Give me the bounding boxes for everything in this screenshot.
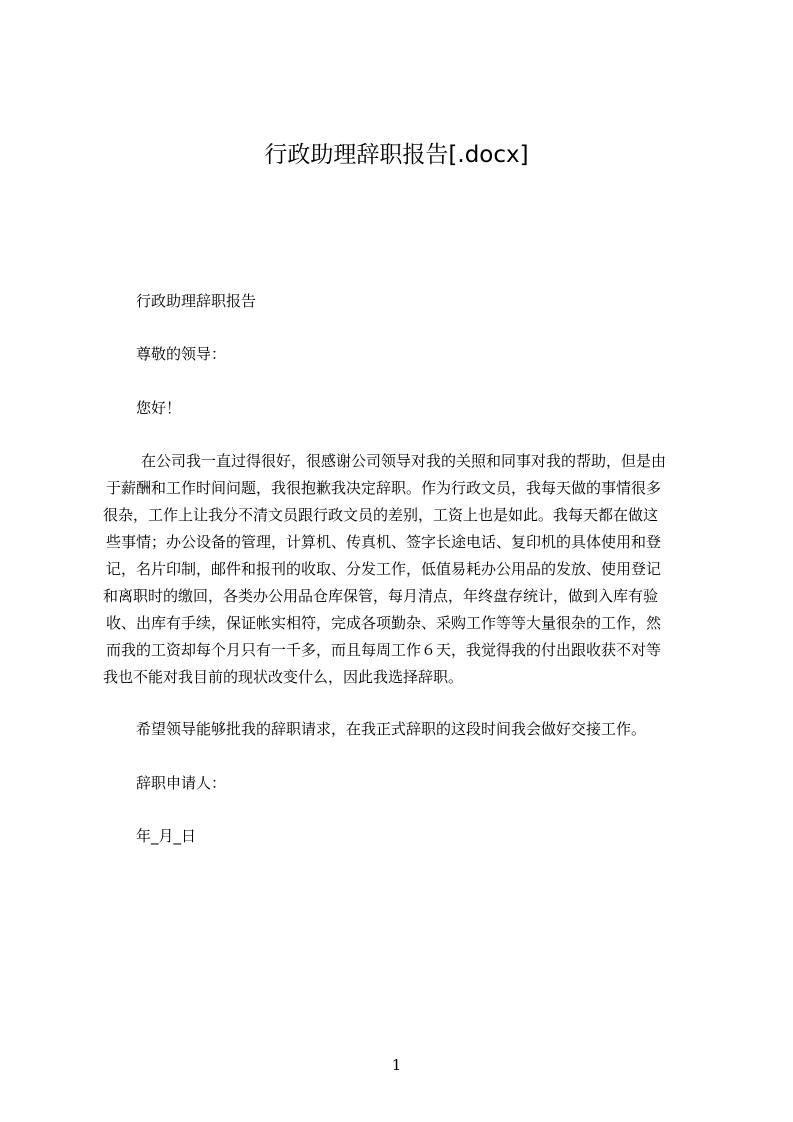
body-line: 而我的工资却每个月只有一千多，而且每周工作６天，我觉得我的付出跟收获不对等 (106, 641, 662, 659)
body-line: 很杂，工作上让我分不清文员跟行政文员的差别，工资上也是如此。我每天都在做这 (103, 506, 659, 524)
body-line: 收、出库有手续，保证帐实相符，完成各项勤杂、采购工作等等大量很杂的工作，然 (106, 614, 662, 632)
body-line: 和离职时的缴回，各类办公用品仓库保管，每月清点，年终盘存统计，做到入库有验 (103, 587, 659, 605)
body-line: 记，名片印制，邮件和报刊的收取、分发工作，低值易耗办公用品的发放、使用登记 (106, 560, 662, 578)
greeting: 您好！ (136, 399, 182, 417)
body-line: 于薪酬和工作时间问题，我很抱歉我决定辞职。作为行政文员，我每天做的事情很多 (106, 479, 662, 497)
applicant-label: 辞职申请人： (136, 774, 227, 792)
request-paragraph: 希望领导能够批我的辞职请求，在我正式辞职的这段时间我会做好交接工作。 (136, 720, 647, 738)
date-line: 年_月_日 (136, 827, 197, 845)
body-line: 我也不能对我目前的现状改变什么，因此我选择辞职。 (103, 668, 464, 686)
document-title: 行政助理辞职报告[.docx] (264, 142, 529, 168)
report-heading: 行政助理辞职报告 (136, 292, 257, 310)
salutation: 尊敬的领导： (136, 345, 227, 363)
body-line: 些事情；办公设备的管理，计算机、传真机、签字长途电话、复印机的具体使用和登 (106, 533, 662, 551)
body-line: 在公司我一直过得很好，很感谢公司领导对我的关照和同事对我的帮助，但是由 (141, 452, 667, 470)
page-number: 1 (391, 1056, 402, 1074)
